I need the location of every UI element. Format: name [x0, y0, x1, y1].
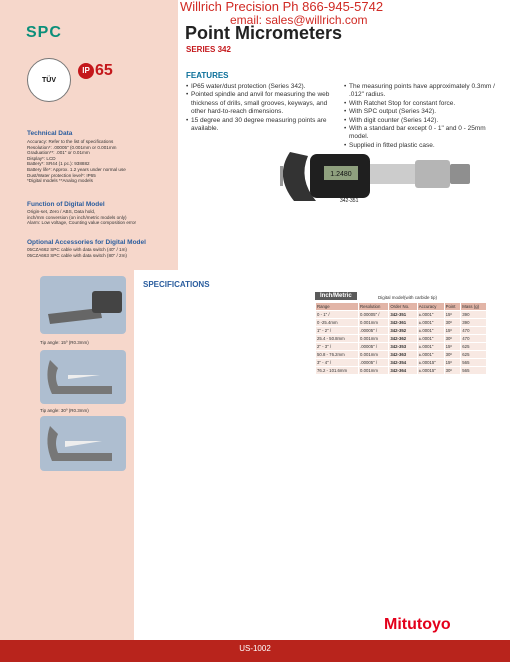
table-cell: 30º	[444, 319, 461, 327]
acc_text-item: 05CZA662 SPC cable with data switch (40" / 1m)	[27, 247, 127, 252]
accessories-heading: Optional Accessories for Digital Model	[27, 239, 146, 246]
series-label: SERIES 342	[186, 45, 231, 54]
table-cell: 342-363	[389, 351, 417, 359]
table-cell: ±.0001"	[417, 311, 444, 319]
table-cell: 2" - 3" /	[316, 343, 359, 351]
table-header-cell: Accuracy	[417, 303, 444, 311]
table-cell: .00005" /	[359, 343, 389, 351]
ip65-logo: IP 65	[78, 62, 113, 80]
table-cell: 342-354	[389, 359, 417, 367]
table-row	[316, 359, 487, 367]
table-cell: ±.0001"	[417, 335, 444, 343]
table-cell: 0.001mm	[359, 367, 389, 375]
table-cell: 0.001mm	[359, 319, 389, 327]
table-header-cell: Order No.	[389, 303, 417, 311]
table-cell: 625	[461, 343, 487, 351]
table-cell: 390	[461, 319, 487, 327]
table-cell: 565	[461, 367, 487, 375]
header-email[interactable]: email: sales@willrich.com	[230, 13, 368, 27]
micrometer-image	[270, 146, 475, 208]
table-cell: 342-351	[389, 311, 417, 319]
table-cell: 342-353	[389, 343, 417, 351]
table-cell: 1" - 2" /	[316, 327, 359, 335]
table-header-cell: Range	[316, 303, 359, 311]
func_text-item: Origin-set, Zero / ABS, Data hold,	[27, 209, 96, 214]
technical-data-heading: Technical Data	[27, 130, 73, 137]
features-list-1	[186, 83, 336, 133]
table-cell: 342-361	[389, 319, 417, 327]
table-cell: ±.0001"	[417, 343, 444, 351]
tip-15-photo	[40, 350, 126, 404]
table-cell: 15º	[444, 311, 461, 319]
features_col1-item: • IP65 water/dust protection (Series 342).	[186, 83, 336, 91]
table-cell: 30º	[444, 351, 461, 359]
table-header-cell: Point	[444, 303, 461, 311]
table-cell: .00005" /	[359, 359, 389, 367]
table-cell: .00005" /	[359, 327, 389, 335]
catalog-code: US-1002	[239, 644, 271, 653]
table-header-cell: Resolution	[359, 303, 389, 311]
features_col2-item: • With SPC output (Series 342).	[344, 108, 499, 116]
table-cell: 0 -25.4mm	[316, 319, 359, 327]
features-list-2	[344, 83, 499, 150]
features_col1-item: • 15 degree and 30 degree measuring points are available.	[186, 117, 336, 134]
func_text-item: inch/mm conversion (on inch/metric models only)	[27, 214, 127, 220]
table-cell: 15º	[444, 343, 461, 351]
table-cell: 342-364	[389, 367, 417, 375]
footer-bar	[0, 640, 510, 662]
tech_text-item: Accuracy: Refer to the list of specifications	[27, 139, 114, 144]
technical-data-text	[27, 139, 175, 184]
features_col2-item: • With digit counter (Series 142).	[344, 117, 499, 125]
table-cell: 342-352	[389, 327, 417, 335]
page-title: Point Micrometers	[185, 23, 343, 43]
table-cell: 3" - 4" /	[316, 359, 359, 367]
table-cell: 76.2 - 101.6mm	[316, 367, 359, 375]
table-cell: 15º	[444, 359, 461, 367]
table-cell: 342-362	[389, 335, 417, 343]
table-cell: ±.00015"	[417, 359, 444, 367]
table-cell: 0 - 1" /	[316, 311, 359, 319]
tech_text-item: Battery*: SR44 (1 pc.): 938882	[27, 161, 90, 167]
table-row	[316, 343, 487, 351]
table-cell: 565	[461, 359, 487, 367]
table-row	[316, 367, 487, 375]
features_col2-item: • With a standard bar except 0 - 1" and 0 - 25mm model.	[344, 125, 499, 142]
table-cell: 0.00005" /	[359, 311, 389, 319]
table-cell: 50.8 - 76.2mm	[316, 351, 359, 359]
features-heading: FEATURES	[186, 71, 229, 80]
table-heading: Inch/Metric	[315, 292, 357, 300]
table-cell: 0.001mm	[359, 335, 389, 343]
features_col2-item: • With Ratchet Stop for constant force.	[344, 100, 499, 108]
table-cell: 30º	[444, 367, 461, 375]
mitutoyo-logo: Mitutoyo	[384, 616, 451, 633]
spc-logo: SPC	[26, 24, 62, 41]
table-cell: ±.0001"	[417, 351, 444, 359]
table-row	[316, 335, 487, 343]
tech_text-item: Battery life*: Approx. 1.2 years under normal use	[27, 166, 126, 172]
specifications-table	[315, 302, 487, 375]
header-phone: Willrich Precision Ph 866-945-5742	[180, 0, 384, 14]
table-cell: 625	[461, 351, 487, 359]
table-cell: 470	[461, 327, 487, 335]
acc_text-item: 05CZA663 SPC cable with data switch (80" / 2m)	[27, 252, 127, 258]
table-cell: 30º	[444, 335, 461, 343]
table-row	[316, 327, 487, 335]
table-row	[316, 319, 487, 327]
tip-angle-30-label: Tip angle: 30º (R0.3mm)	[40, 408, 89, 413]
specifications-heading: SPECIFICATIONS	[143, 280, 210, 289]
table-cell: 470	[461, 335, 487, 343]
tip-angle-15-label: Tip angle: 15º (R0.3mm)	[40, 340, 89, 345]
table-cell: ±.0001"	[417, 327, 444, 335]
table-cell: ±.00015"	[417, 367, 444, 375]
tech_text-item: *Digital models **Analog models	[27, 178, 93, 184]
table-cell: 25.4 - 50.8mm	[316, 335, 359, 343]
table-header-cell: Mass (g)	[461, 303, 487, 311]
table-row	[316, 351, 487, 359]
table-cell: ±.0001"	[417, 319, 444, 327]
product-detail-photo	[40, 276, 126, 334]
features_col2-item: • Supplied in fitted plastic case.	[344, 142, 499, 150]
table-cell: 15º	[444, 327, 461, 335]
display-value: 1.2480	[330, 171, 352, 178]
function-text	[27, 209, 175, 226]
tuv-seal: TÜV	[27, 58, 71, 102]
table-row	[316, 311, 487, 319]
function-heading: Function of Digital Model	[27, 201, 105, 208]
tech_text-item: Graduation**: .001" or 0.01mm	[27, 150, 90, 156]
tech_text-item: Display*: LCD	[27, 155, 56, 161]
tech_text-item: Resolution*: .00005" (0.001mm or 0.001mm	[27, 144, 117, 150]
func_text-item: Alarm: Low voltage, Counting value composition error	[27, 220, 137, 226]
table-cell: 0.001mm	[359, 351, 389, 359]
features_col1-item: • Pointed spindle and anvil for measuring the web thickness of drills, small grooves, keyways, and other hard-to-reach dimensions.	[186, 91, 336, 116]
tech_text-item: Dust/Water protection level*: IP65	[27, 172, 96, 178]
table-subheading: Digital model(with carbide tip)	[378, 295, 438, 300]
product-code: 342-351	[340, 198, 359, 204]
accessories-text	[27, 247, 175, 258]
table-cell: 390	[461, 311, 487, 319]
features_col2-item: • The measuring points have approximately 0.3mm / .012" radius.	[344, 83, 499, 100]
tip-30-photo	[40, 416, 126, 471]
